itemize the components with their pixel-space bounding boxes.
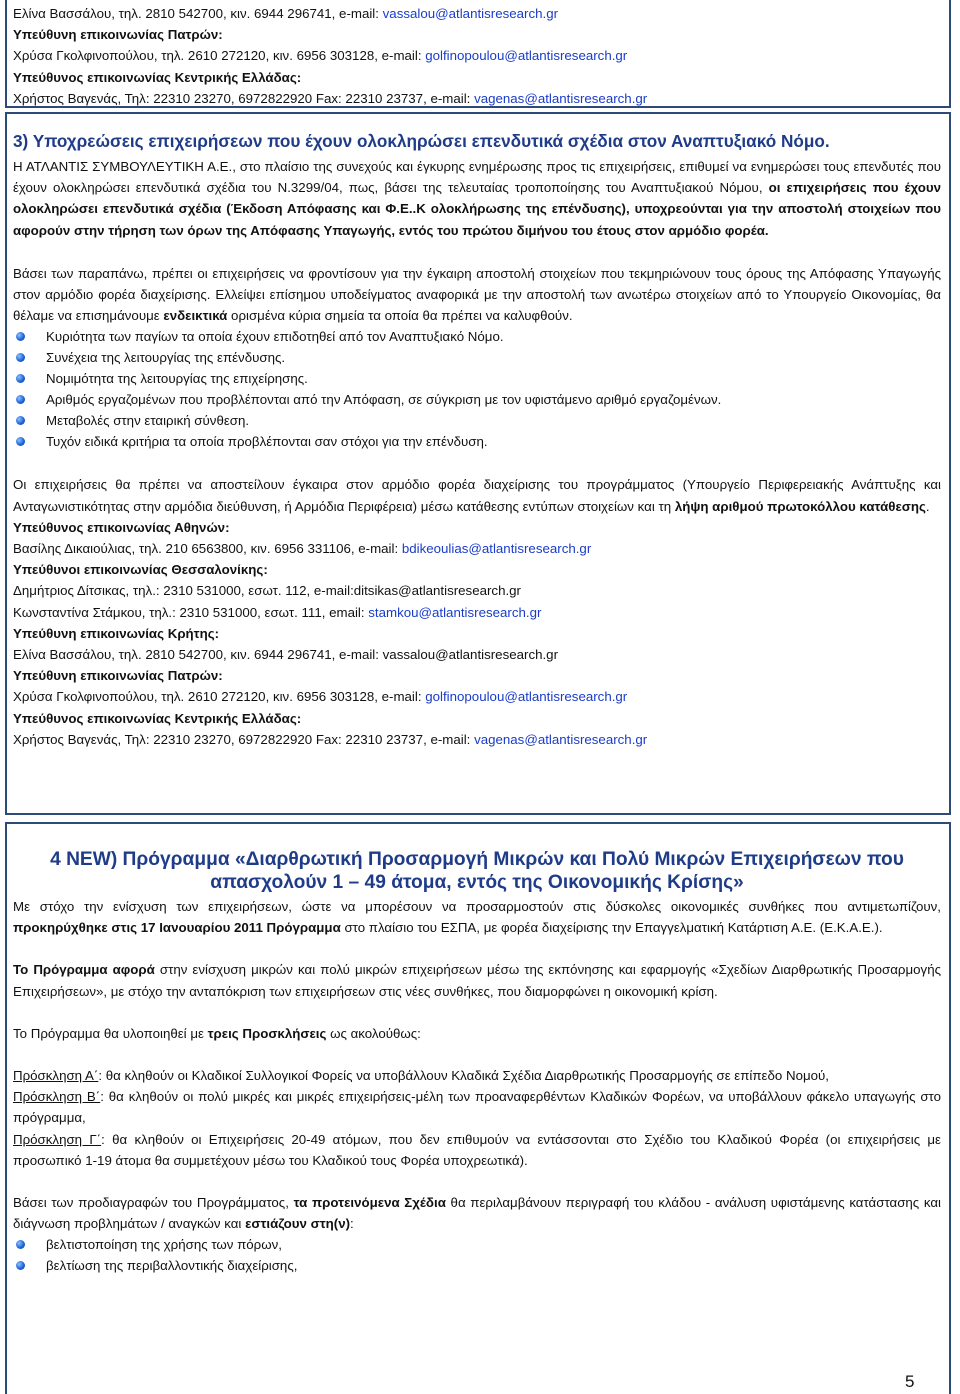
contact-line <box>13 45 941 66</box>
contact-text: Χρύσα Γκολφινοπούλου, τηλ. 2610 272120, κιν. 6956 303128, e-mail: <box>13 689 426 705</box>
paragraph <box>13 1192 941 1234</box>
contact-line <box>13 729 941 750</box>
bold-text: λήψη αριθμού πρωτοκόλλου κατάθεσης <box>674 498 926 514</box>
invitation-label: Πρόσκληση Α΄ <box>13 1068 99 1084</box>
list-item-text: Μεταβολές στην εταιρική σύνθεση. <box>46 413 250 429</box>
bold-text: Το Πρόγραμμα αφορά <box>13 962 155 978</box>
list-item <box>13 347 941 368</box>
contact-heading: Υπεύθυνη επικοινωνίας Πατρών: <box>13 27 223 43</box>
list-item-text: βελτίωση της περιβαλλοντικής διαχείρισης, <box>46 1258 298 1274</box>
bold-text: τα προτεινόμενα Σχέδια <box>293 1195 446 1211</box>
bullet-icon <box>16 332 25 341</box>
paragraph <box>13 896 941 938</box>
contact-text: Βασίλης Δικαιούλιας, τηλ. 210 6563800, κιν. 6956 331106, e-mail: <box>13 541 402 557</box>
email-link[interactable]: bdikeoulias@atlantisresearch.gr <box>401 541 592 557</box>
contact-line <box>13 602 941 623</box>
list-item <box>13 326 941 347</box>
bullet-icon <box>16 395 25 404</box>
contact-text: Χρήστος Βαγενάς, Τηλ: 22310 23270, 6972822920 Fax: 22310 23737, e-mail: <box>13 90 475 106</box>
text: ως ακολούθως: <box>326 1025 421 1041</box>
text: Το Πρόγραμμα θα υλοποιηθεί με <box>13 1025 208 1041</box>
contacts-box-top <box>5 0 951 108</box>
invitation-c <box>13 1129 941 1171</box>
email-link[interactable]: vagenas@atlantisresearch.gr <box>474 90 648 106</box>
contact-text: Κωνσταντίνα Στάμκου, τηλ.: 2310 531000, εσωτ. 111, email: <box>13 604 369 620</box>
bullet-icon <box>16 437 25 446</box>
bold-text: ενδεικτικά <box>163 308 228 324</box>
contact-heading: Υπεύθυνη επικοινωνίας Κρήτης: <box>13 625 220 641</box>
bullet-icon <box>16 1240 25 1249</box>
section-3-title: 3) Υποχρεώσεις επιχειρήσεων που έχουν ολοκληρώσει επενδυτικά σχέδια στον Αναπτυξιακό Νόμο. <box>13 131 830 151</box>
contact-line: Ελίνα Βασσάλου, τηλ. 2810 542700, κιν. 6944 296741, e-mail: vassalou@atlantisresearch.gr <box>13 647 559 663</box>
paragraph <box>13 263 941 327</box>
bold-text: εστιάζουν στη(ν) <box>245 1216 351 1232</box>
contact-text: Χρύσα Γκολφινοπούλου, τηλ. 2610 272120, κιν. 6956 303128, e-mail: <box>13 48 426 64</box>
contact-heading: Υπεύθυνη επικοινωνίας Πατρών: <box>13 668 223 684</box>
list-item-text: βελτιστοποίηση της χρήσης των πόρων, <box>46 1237 282 1253</box>
contact-line <box>13 686 941 707</box>
email-link[interactable]: vagenas@atlantisresearch.gr <box>474 731 648 747</box>
list-item <box>13 1255 941 1276</box>
bold-text: οι επιχειρήσεις που έχουν ολοκληρώσει επενδυτικά σχέδια (Έκδοση Απόφασης και Φ.Ε..Κ ολοκλήρωσης της επένδυσης), υποχρεούνται για την αποστολή στοιχείων που αφορούν στην τήρηση των όρων της Απόφασης Υπαγωγής, εντός του πρώτου διμήνου του έτους στον αρμόδιο φορέα. <box>13 180 941 238</box>
paragraph <box>13 1023 941 1044</box>
invitation-b <box>13 1086 941 1128</box>
text: : θα κληθούν οι Κλαδικοί Συλλογικοί Φορείς να υποβάλλουν Κλαδικά Σχέδια Διαρθρωτικής Προσαρμογής σε επίπεδο Νομού, <box>98 1068 829 1084</box>
page-number: 5 <box>905 1372 915 1391</box>
text: . <box>925 498 930 514</box>
list-item-text: Συνέχεια της λειτουργίας της επένδυσης. <box>46 350 286 366</box>
list-item <box>13 410 941 431</box>
invitation-label: Πρόσκληση Γ΄ <box>13 1131 102 1147</box>
text: : θα κληθούν οι πολύ μικρές και μικρές επιχειρήσεις-μέλη των προαναφερθέντων Κλαδικών Φορέων, να υποβάλλουν φάκελο υπαγωγής στο πρόγραμμα, <box>13 1089 941 1126</box>
bold-text: προκηρύχθηκε στις 17 Ιανουαρίου 2011 Πρόγραμμα <box>13 920 341 936</box>
contact-line <box>13 88 941 109</box>
email-link[interactable]: vassalou@atlantisresearch.gr <box>382 6 559 21</box>
text: Η ΑΤΛΑΝΤΙΣ ΣΥΜΒΟΥΛΕΥΤΙΚΗ Α.Ε., στο πλαίσιο της συνεχούς και έγκυρης ενημέρωσης προς τις επιχειρήσεις, επιθυμεί να ενημερώσει τους επενδυτές που έχουν ολοκληρώσει επενδυτικά σχέδια του Ν.3299/04, πως, βάσει της τελευταίας τροποποίησης του Αναπτυξιακού Νόμου, <box>13 159 941 196</box>
paragraph <box>13 959 941 1001</box>
list-item <box>13 389 941 410</box>
contact-line <box>13 538 941 559</box>
contact-heading: Υπεύθυνος επικοινωνίας Αθηνών: <box>13 519 230 535</box>
bullet-icon <box>16 353 25 362</box>
list-item-text: Τυχόν ειδικά κριτήρια τα οποία προβλέπονται σαν στόχοι για την επένδυση. <box>46 434 488 450</box>
text: ορισμένα κύρια σημεία τα οποία θα πρέπει να καλυφθούν. <box>227 308 573 324</box>
text: θα περιλαμβάνουν περιγραφή του κλάδου - ανάλυση υφιστάμενης κατάστασης και διάγνωση προβλημάτων / αναγκών και <box>13 1195 942 1232</box>
list-item <box>13 368 941 389</box>
text: στην ενίσχυση μικρών και πολύ μικρών επιχειρήσεων μέσω της εκπόνησης και εφαρμογής «Σχεδίων Διαρθρωτικής Προσαρμογής Επιχειρήσεων», με στόχο την ανταπόκριση των επιχειρήσεων στις νέες συνθήκες, που διαμορφώνει η οικονομική κρίση. <box>13 962 941 999</box>
obligations-list <box>13 326 941 452</box>
invitation-a <box>13 1065 941 1086</box>
email-link[interactable]: golfinopoulou@atlantisresearch.gr <box>425 689 628 705</box>
invitation-label: Πρόσκληση Β΄ <box>13 1089 101 1105</box>
bold-text: τρεις Προσκλήσεις <box>207 1025 327 1041</box>
section-3-box <box>5 112 951 815</box>
text: : <box>350 1216 354 1232</box>
bullet-icon <box>16 374 25 383</box>
list-item-text: Αριθμός εργαζομένων που προβλέπονται από την Απόφαση, σε σύγκριση με τον υφιστάμενο αριθμό εργαζομένων. <box>46 392 722 408</box>
list-item-text: Νομιμότητα της λειτουργίας της επιχείρησης. <box>46 371 308 387</box>
text: Οι επιχειρήσεις θα πρέπει να αποστείλουν έγκαιρα στον αρμόδιο φορέα διαχείρισης του προγράμματος (Υπουργείο Περιφερειακής Ανάπτυξης και Ανταγωνιστικότητας στην αρμόδια διεύθυνση, ή Αρμόδια Περιφέρεια) μέσω κατάθεσης εντύπων στοιχείων και τη <box>13 477 941 514</box>
contact-line: Δημήτριος Δίτσικας, τηλ.: 2310 531000, εσωτ. 112, e-mail:ditsikas@atlantisresearch.gr <box>13 583 521 599</box>
section-4-box <box>5 822 951 1394</box>
contact-text: Ελίνα Βασσάλου, τηλ. 2810 542700, κιν. 6944 296741, e-mail: <box>13 6 383 21</box>
text: Βάσει των προδιαγραφών του Προγράμματος, <box>13 1195 294 1211</box>
email-link[interactable]: golfinopoulou@atlantisresearch.gr <box>425 48 628 64</box>
text: Με στόχο την ενίσχυση των επιχειρήσεων, ώστε να μπορέσουν να προσαρμοστούν στις δύσκολες οικονομικές συνθήκες που αντιμετωπίζουν, <box>13 899 941 914</box>
list-item-text: Κυριότητα των παγίων τα οποία έχουν επιδοτηθεί από τον Αναπτυξιακό Νόμο. <box>46 329 504 345</box>
list-item <box>13 431 941 452</box>
contact-heading: Υπεύθυνοι επικοινωνίας Θεσσαλονίκης: <box>13 562 268 578</box>
list-item <box>13 1234 941 1255</box>
email-link[interactable]: stamkou@atlantisresearch.gr <box>368 604 542 620</box>
section-4-title: 4 NEW) Πρόγραμμα «Διαρθρωτική Προσαρμογή Μικρών και Πολύ Μικρών Επιχειρήσεων που απασχολούν 1 – 49 άτομα, εντός της Οικονομικής Κρίσης» <box>50 849 904 893</box>
text: : θα κληθούν οι Επιχειρήσεις 20-49 ατόμων, που δεν επιθυμούν να εντάσσονται στο Σχέδιο του Κλαδικού Φορέα (οι επιχειρήσεις με προσωπικό 1-19 άτομα θα συμμετέχουν μέσω του Κλαδικού τους Φορέα υποχρεωτικά). <box>13 1131 941 1168</box>
contact-line <box>13 3 941 24</box>
paragraph <box>13 156 941 241</box>
focus-list <box>13 1234 941 1276</box>
bullet-icon <box>16 416 25 425</box>
bullet-icon <box>16 1261 25 1270</box>
text: στο πλαίσιο του ΕΣΠΑ, με φορέα διαχείρισης την Επαγγελματική Κατάρτιση Α.Ε. (Ε.Κ.Α.Ε.). <box>340 920 883 936</box>
contact-heading: Υπεύθυνος επικοινωνίας Κεντρικής Ελλάδας: <box>13 69 302 85</box>
contact-text: Χρήστος Βαγενάς, Τηλ: 22310 23270, 6972822920 Fax: 22310 23737, e-mail: <box>13 731 475 747</box>
text: Βάσει των παραπάνω, πρέπει οι επιχειρήσεις να φροντίσουν για την έγκαιρη αποστολή στοιχείων που τεκμηριώνουν τους όρους της Απόφασης Υπαγωγής στον αρμόδιο φορέα διαχείρισης. Ελλείψει επίσημου υποδείγματος αναφορικά με την αποστολή των ανωτέρω στοιχείων από το Υπουργείο Οικονομίας, θα θέλαμε να επισημάνουμε <box>13 265 941 324</box>
paragraph <box>13 474 941 516</box>
contact-heading: Υπεύθυνος επικοινωνίας Κεντρικής Ελλάδας: <box>13 710 302 726</box>
